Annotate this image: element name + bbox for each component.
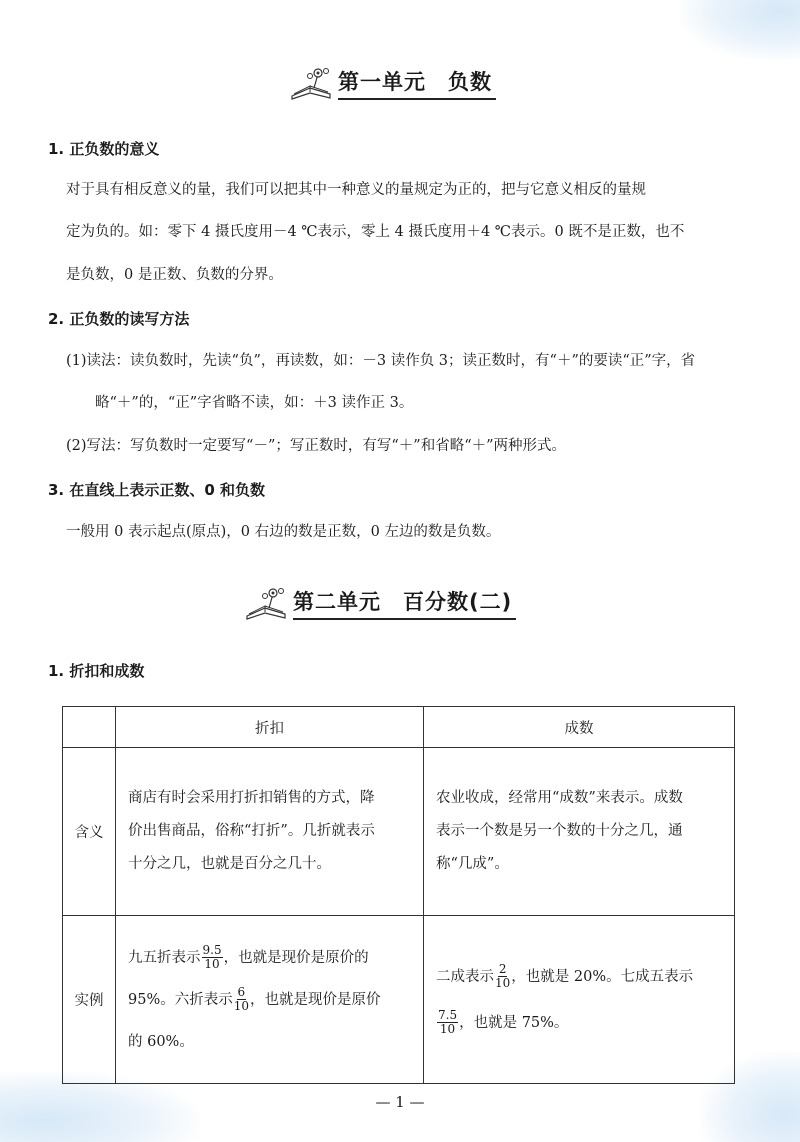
fraction-numerator: 9.5 [202, 943, 222, 957]
table-cell [116, 748, 424, 916]
cell-line [128, 937, 413, 979]
cell-line: 称“几成”。 [436, 856, 509, 872]
fraction-numerator: 2 [498, 962, 507, 976]
comparison-table [62, 706, 735, 1084]
table-cell [424, 916, 735, 1084]
cell-line: 商店有时会采用打折扣销售的方式，降 [128, 790, 375, 806]
paragraph-line: 定为负的。如：零下 4 摄氏度用－4 ℃表示，零上 4 摄氏度用＋4 ℃表示。0 既不是正数，也不 [66, 224, 685, 240]
book-flower-icon [245, 586, 289, 620]
cell-line [436, 1000, 724, 1046]
cell-line: 价出售商品，俗称“打折”。几折就表示 [128, 823, 375, 839]
fraction-denominator: 10 [439, 1022, 456, 1036]
paragraph-line: 一般用 0 表示起点(原点)，0 右边的数是正数，0 左边的数是负数。 [66, 524, 501, 540]
fraction [234, 986, 249, 1013]
table-cell [116, 916, 424, 1084]
cell-text: ，也就是 20%。七成五表示 [511, 968, 694, 985]
paragraph-line: (1)读法：读负数时，先读“负”，再读数，如：－3 读作负 3；读正数时，有“＋”的要读“正”字，省 [66, 353, 696, 369]
fraction [437, 1009, 458, 1036]
cell-line: 十分之几，也就是百分之几十。 [128, 856, 331, 872]
cell-text: 九五折表示 [128, 949, 201, 966]
cell-line [436, 954, 724, 1000]
table-header-row [63, 707, 735, 748]
section-heading: 2. 正负数的读写方法 [48, 310, 190, 328]
unit-title-text: 第一单元 负数 [338, 66, 496, 100]
paragraph-line: 略“＋”的，“正”字省略不读，如：＋3 读作正 3。 [95, 395, 414, 411]
row-header: 含义 [63, 748, 116, 916]
fraction [202, 944, 223, 971]
cell-text: ，也就是 75%。 [459, 1014, 569, 1031]
cell-text: 95%。六折表示 [128, 991, 233, 1008]
table-corner [63, 707, 116, 748]
paragraph-line: 对于具有相反意义的量，我们可以把其中一种意义的量规定为正的，把与它意义相反的量规 [66, 182, 646, 198]
fraction-denominator: 10 [495, 976, 511, 990]
fraction-numerator: 6 [237, 985, 246, 999]
row-header: 实例 [63, 916, 116, 1084]
column-header: 折扣 [116, 707, 424, 748]
paragraph-line: 是负数，0 是正数、负数的分界。 [66, 267, 283, 283]
fraction-numerator: 7.5 [438, 1008, 458, 1022]
book-flower-icon [290, 66, 334, 100]
unit-title-text: 第二单元 百分数(二) [293, 586, 516, 620]
cell-text: 二成表示 [436, 968, 494, 985]
paragraph-line: (2)写法：写负数时一定要写“－”；写正数时，有写“＋”和省略“＋”两种形式。 [66, 438, 567, 454]
cell-text: ，也就是现价是原价的 [223, 949, 369, 966]
cell-line: 表示一个数是另一个数的十分之几，通 [436, 823, 683, 839]
table-cell [424, 748, 735, 916]
fraction-denominator: 10 [233, 999, 250, 1013]
cell-line [128, 979, 413, 1021]
section-heading: 1. 折扣和成数 [48, 662, 145, 680]
cell-line: 农业收成，经常用“成数”来表示。成数 [436, 790, 683, 806]
cell-text: ，也就是现价是原价 [250, 991, 381, 1008]
table-row [63, 916, 735, 1084]
section-heading: 1. 正负数的意义 [48, 140, 160, 158]
unit-title [290, 66, 496, 100]
table-row [63, 748, 735, 916]
cell-line: 的 60%。 [128, 1033, 194, 1050]
unit-title [245, 586, 516, 620]
fraction-denominator: 10 [204, 957, 220, 971]
corner-decoration [680, 0, 800, 60]
fraction [495, 963, 510, 990]
column-header: 成数 [424, 707, 735, 748]
page-number: — 1 — [375, 1093, 425, 1111]
section-heading: 3. 在直线上表示正数、0 和负数 [48, 481, 266, 499]
